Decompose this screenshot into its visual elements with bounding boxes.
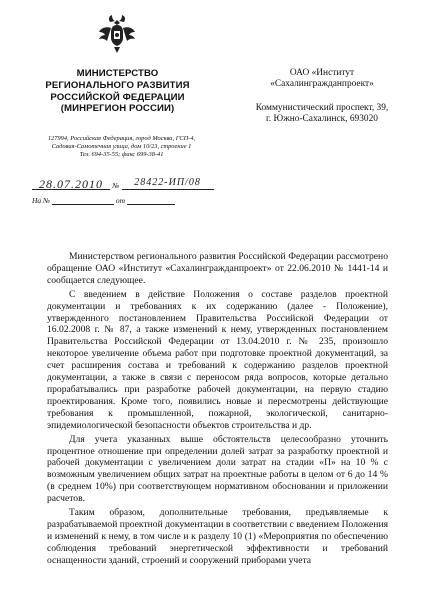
number-symbol: № bbox=[112, 181, 120, 190]
coat-of-arms-emblem-icon bbox=[97, 14, 137, 54]
reference-number-field bbox=[52, 196, 114, 205]
ministry-line: МИНИСТЕРСТВО bbox=[76, 68, 159, 79]
sender-address-line: Садовая-Самотечная улица, дом 10/23, строение 1 bbox=[51, 143, 192, 150]
ministry-line: (МИНРЕГИОН РОССИИ) bbox=[60, 103, 175, 115]
letter-body bbox=[47, 251, 388, 569]
registration-number: 28422-ИП/08 bbox=[134, 177, 201, 188]
reference-label: На № bbox=[32, 196, 51, 205]
body-paragraph: С введением в действие Положения о составе разделов проектной документации и требованиях к их содержанию (далее - Положение), утвержденного постановлением Правительства Российской Федерации от 16.02.2008 г. № 87, а также изменений к нему, утвержденных постановлением Правительства Российской Федерации от 13.04.2010 г. № 235, произошло некоторое увеличение объема работ при подготовке проектной документаций, за счет расширения состава и требований к содержанию разделов проектной документации, а также в связи с переносом ряда вопросов, которые детально прорабатывались при разработке рабочей документации, на первую стадию проектирования. Кроме того, появились новые и пересмотрены действующие требования к промышленной, пожарной, экологической, санитарно-эпидемиологической безопасности объектов строительства и др. bbox=[47, 288, 388, 431]
ministry-name bbox=[40, 68, 195, 115]
registration-number-field bbox=[122, 177, 214, 190]
from-label: от bbox=[115, 196, 126, 205]
recipient-address-line: Коммунистический проспект, 39, bbox=[255, 102, 389, 113]
recipient-address-line: г. Южно-Сахалинск, 693020 bbox=[266, 114, 378, 125]
ministry-line: РЕГИОНАЛЬНОГО РАЗВИТИЯ bbox=[45, 79, 190, 91]
reference-line bbox=[32, 196, 232, 205]
registration-date-field bbox=[32, 177, 110, 190]
registration-date: 28.07.2010 bbox=[39, 177, 103, 191]
recipient-block bbox=[232, 68, 412, 126]
body-paragraph: Таким образом, дополнительные требования, предъявляемые к разрабатываемой проектной документации в соответствии с введением Положения и изменений к нему, в том числе и к разделу 10 (1) «Мероприятия по обеспечению соблюдения требований энергетической эффективности и требований оснащенности зданий, строений и сооружений приборами учета bbox=[47, 507, 388, 566]
sender-address-line: 127994, Российская Федерация, город Москва, ГСП-4, bbox=[47, 135, 196, 142]
sender-address bbox=[34, 135, 209, 159]
body-paragraph: Для учета указанных выше обстоятельств целесообразно уточнить процентное отношение при определении долей затрат за разработку проектной и рабочей документации с увеличением доли затрат на стадии «П» на 10 % с возможным увеличением общих затрат на проектные работы в целом от 6 до 14 % (в среднем 10%) при соответствующем нормативном обосновании и приложении расчетов. bbox=[47, 433, 388, 505]
reference-date-field bbox=[127, 196, 175, 205]
registration-line bbox=[32, 177, 232, 191]
body-paragraph: Министерством регионального развития Российской Федерации рассмотрено обращение ОАО «Институт «Сахалингражданпроект» от 22.06.2010 № 1441-14 и сообщается следующее. bbox=[47, 251, 388, 286]
recipient-line: ОАО «Институт bbox=[289, 68, 355, 78]
recipient-line: «Сахалингражданпроект» bbox=[270, 79, 374, 90]
sender-address-line: Тел. 694-35-55; факс 699-38-41 bbox=[79, 151, 164, 158]
ministry-line: РОССИЙСКОЙ ФЕДЕРАЦИИ bbox=[50, 91, 185, 103]
